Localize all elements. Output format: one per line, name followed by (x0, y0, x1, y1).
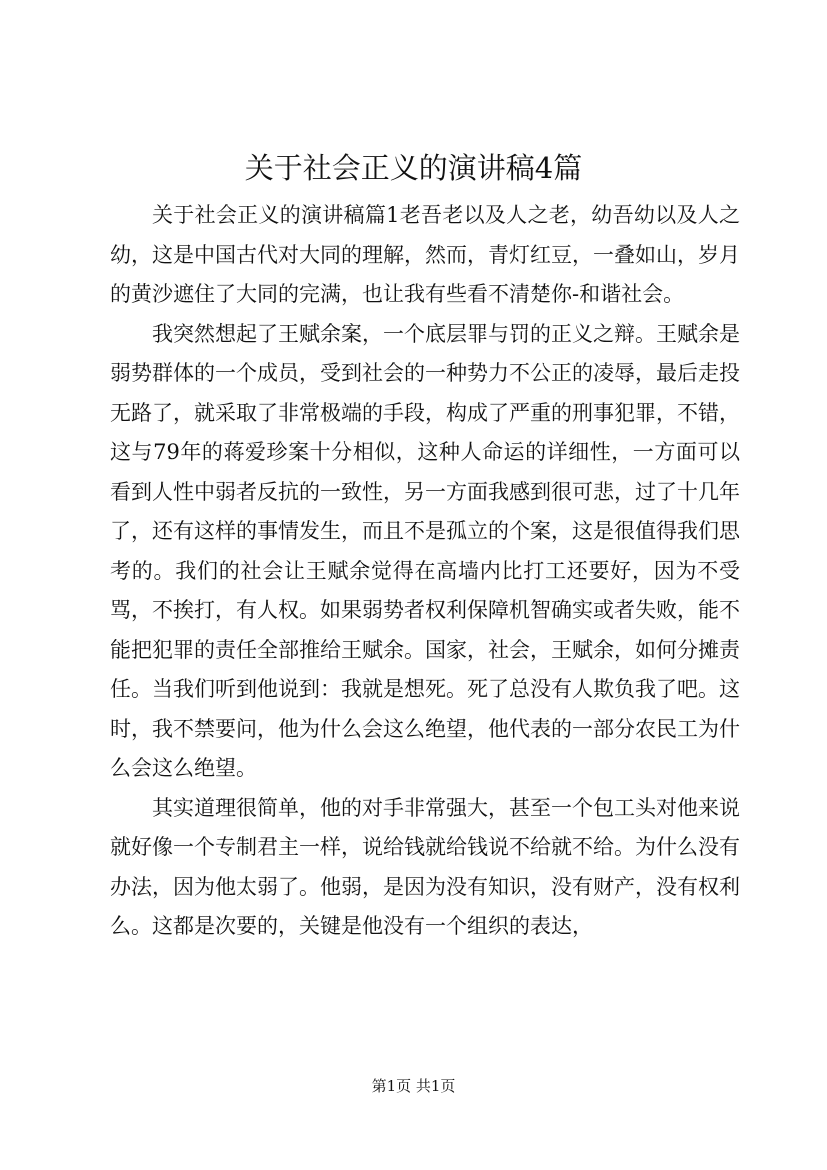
page-footer: 第1页 共1页 (371, 1077, 456, 1095)
paragraph-1: 关于社会正义的演讲稿篇1老吾老以及人之老，幼吾幼以及人之幼，这是中国古代对大同的理解，然而，青灯红豆，一叠如山，岁月的黄沙遮住了大同的完满，也让我有些看不清楚你-和谐社会。 (110, 203, 740, 306)
paragraph-3: 其实道理很简单，他的对手非常强大，甚至一个包工头对他来说就好像一个专制君主一样，说给钱就给钱说不给就不给。为什么没有办法，因为他太弱了。他弱，是因为没有知识，没有财产，没有权利么。这都是次要的，关键是他没有一个组织的表达， (110, 795, 740, 938)
document-body (110, 196, 740, 947)
document-title: 关于社会正义的演讲稿4篇 (244, 151, 583, 185)
paragraph-2: 我突然想起了王赋余案，一个底层罪与罚的正义之辩。王赋余是弱势群体的一个成员，受到社会的一种势力不公正的凌辱，最后走投无路了，就采取了非常极端的手段，构成了严重的刑事犯罪，不错，这与79年的蒋爱珍案十分相似，这种人命运的详细性，一方面可以看到人性中弱者反抗的一致性，另一方面我感到很可悲，过了十几年了，还有这样的事情发生，而且不是孤立的个案，这是很值得我们思考的。我们的社会让王赋余觉得在高墙内比打工还要好，因为不受骂，不挨打，有人权。如果弱势者权利保障机智确实或者失败，能不能把犯罪的责任全部推给王赋余。国家，社会，王赋余，如何分摊责任。当我们听到他说到：我就是想死。死了总没有人欺负我了吧。这时，我不禁要问，他为什么会这么绝望，他代表的一部分农民工为什么会这么绝望。 (110, 321, 740, 780)
